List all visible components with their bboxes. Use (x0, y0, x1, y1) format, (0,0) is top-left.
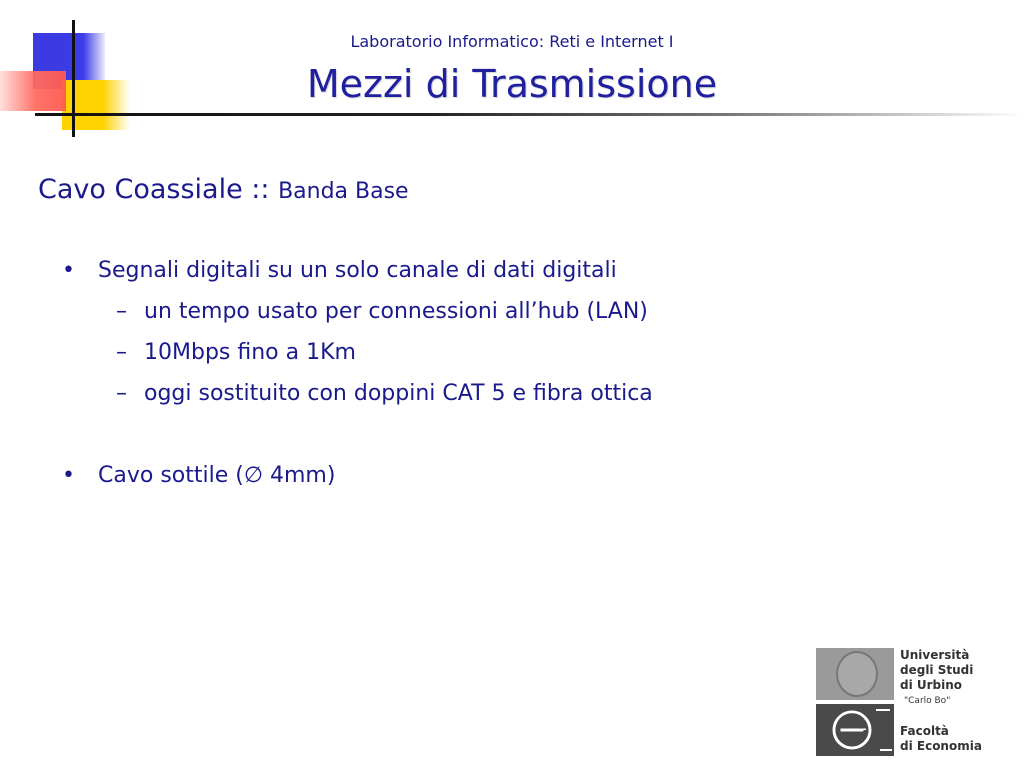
section-heading-sub: Banda Base (278, 179, 409, 204)
bullet-marker: • (62, 463, 75, 488)
list-subitem (116, 381, 653, 406)
list-item-text: Cavo sottile (∅ 4mm) (98, 463, 336, 488)
list-item (62, 258, 617, 283)
dash-marker: – (116, 340, 127, 365)
list-subitem-text: un tempo usato per connessioni all’hub (LAN) (144, 299, 648, 324)
logo-university-line1: Università (900, 648, 970, 662)
list-subitem-text: 10Mbps fino a 1Km (144, 340, 356, 365)
dash-marker: – (116, 299, 127, 324)
slide-title: Mezzi di Trasmissione (306, 62, 718, 106)
header-divider (35, 113, 1024, 116)
list-item (62, 463, 335, 488)
logo-university-line3: di Urbino (900, 678, 963, 692)
list-item-text: Segnali digitali su un solo canale di dati digitali (98, 258, 617, 283)
logo-faculty-line1: Facoltà (900, 724, 949, 738)
dash-marker: – (116, 381, 127, 406)
section-heading (38, 174, 409, 205)
logo-university-line2: degli Studi (900, 663, 974, 677)
list-subitem-text: oggi sostituito con doppini CAT 5 e fibra ottica (144, 381, 653, 406)
presentation-subtitle: Laboratorio Informatico: Reti e Internet I (350, 32, 674, 51)
list-subitem (116, 299, 648, 324)
list-subitem (116, 340, 356, 365)
section-heading-main: Cavo Coassiale :: (38, 174, 270, 205)
economics-emblem (816, 704, 894, 756)
seal-emblem-icon (836, 651, 878, 697)
bullet-marker: • (62, 258, 75, 283)
logo-faculty-line2: di Economia (900, 739, 982, 753)
logo-university-line4: "Carlo Bo" (904, 696, 951, 706)
economics-e-icon (816, 704, 894, 756)
university-seal (816, 648, 894, 700)
university-logo (816, 648, 996, 758)
